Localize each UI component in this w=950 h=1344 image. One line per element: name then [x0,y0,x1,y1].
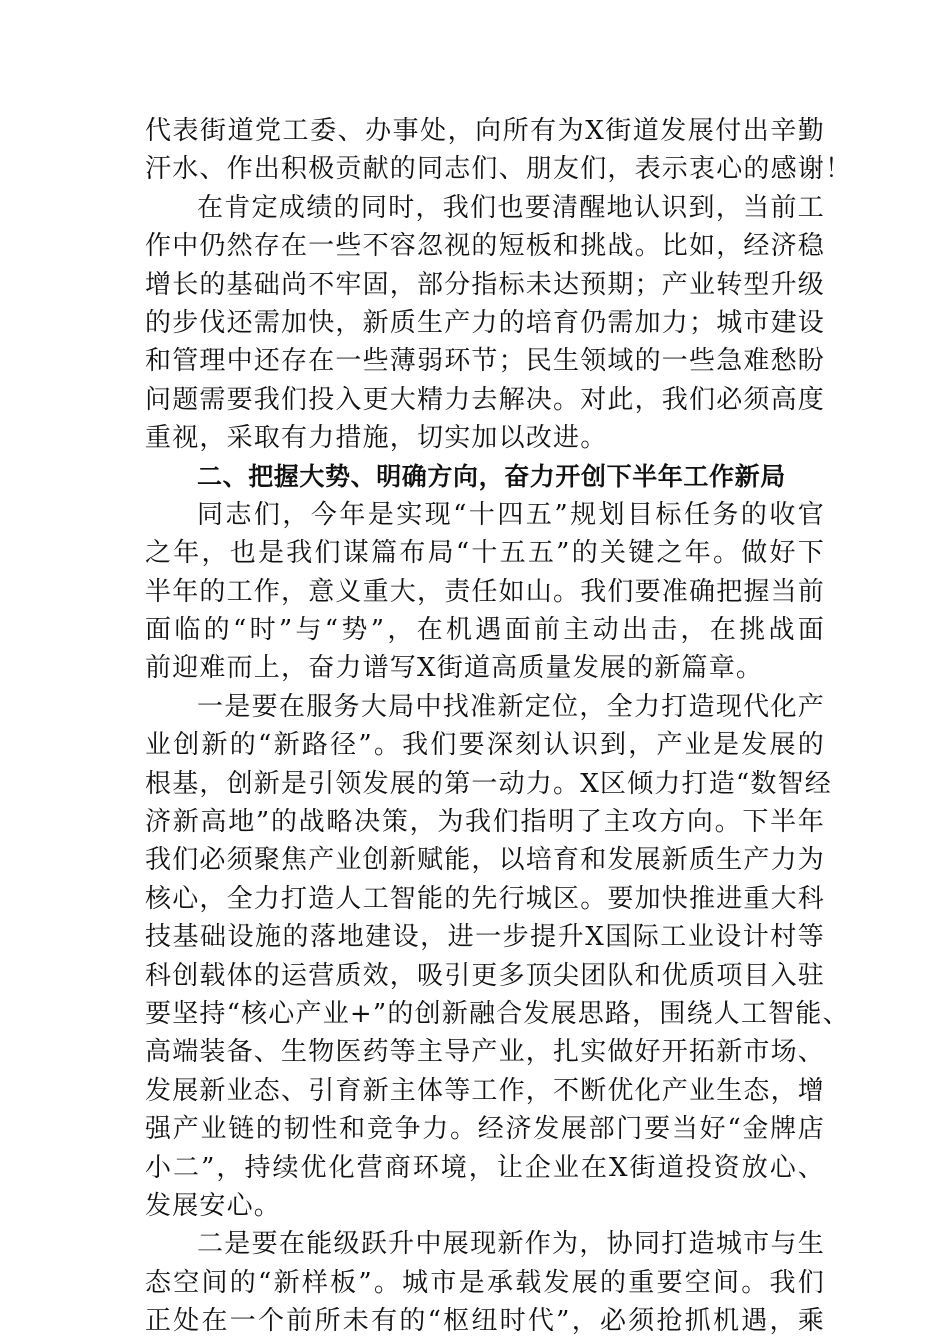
text-line: 二是要在能级跃升中展现新作为，协同打造城市与生 [197,1229,825,1260]
text-line: 态空间的“新样板”。城市是承载发展的重要空间。我们 [145,1267,825,1298]
text-line: 一是要在服务大局中找准新定位，全力打造现代化产 [197,691,825,722]
text-line: 强产业链的韧性和竞争力。经济发展部门要当好“金牌店 [145,1114,825,1145]
text-line: 同志们，今年是实现“十四五”规划目标任务的收官 [197,499,825,530]
text-line: 业创新的“新路径”。我们要深刻认识到，产业是发展的 [145,730,825,761]
text-line: 作中仍然存在一些不容忽视的短板和挑战。比如，经济稳 [145,231,826,262]
text-line: 发展安心。 [145,1190,282,1221]
text-line: 重视，采取有力措施，切实加以改进。 [145,423,608,454]
text-line: 代表街道党工委、办事处，向所有为X街道发展付出辛勤 [145,116,825,146]
text-line: 问题需要我们投入更大精力去解决。对此，我们必须高度 [145,384,826,415]
text-line: 济新高地”的战略决策，为我们指明了主攻方向。下半年 [145,807,825,838]
text-line: 汗水、作出积极贡献的同志们、朋友们，表示衷心的感谢！ [145,154,853,185]
text-line: 在肯定成绩的同时，我们也要清醒地认识到，当前工 [197,192,825,223]
text-line: 的步伐还需加快，新质生产力的培育仍需加力；城市建设 [145,307,826,338]
text-line: 前迎难而上，奋力谱写X街道高质量发展的新篇章。 [145,653,764,684]
text-line: 要坚持“核心产业+”的创新融合发展思路，围绕人工智能、 [145,998,850,1029]
text-line: 根基，创新是引领发展的第一动力。X区倾力打造“数智经 [145,768,833,799]
text-line: 和管理中还存在一些薄弱环节；民生领域的一些急难愁盼 [145,346,826,377]
text-line: 之年，也是我们谋篇布局“十五五”的关键之年。做好下 [145,538,825,569]
text-line: 增长的基础尚不牢固，部分指标未达预期；产业转型升级 [145,269,826,300]
text-line: 高端装备、生物医药等主导产业，扎实做好开拓新市场、 [145,1037,826,1068]
document-page [145,112,853,1341]
text-line: 我们必须聚焦产业创新赋能，以培育和发展新质生产力为 [145,845,826,876]
text-line: 面临的“时”与“势”，在机遇面前主动出击，在挑战面 [145,615,825,646]
text-line: 科创载体的运营质效，吸引更多顶尖团队和优质项目入驻 [145,960,826,991]
text-line: 发展新业态、引育新主体等工作，不断优化产业生态，增 [145,1075,826,1106]
text-line: 技基础设施的落地建设，进一步提升X国际工业设计村等 [145,922,825,953]
text-line: 半年的工作，意义重大，责任如山。我们要准确把握当前 [145,576,826,607]
text-line: 正处在一个前所未有的“枢纽时代”，必须抢抓机遇，乘 [145,1306,825,1337]
section-heading: 二、把握大势、明确方向，奋力开创下半年工作新局 [197,461,786,491]
text-line: 核心，全力打造人工智能的先行城区。要加快推进重大科 [145,883,826,914]
text-line: 小二”，持续优化营商环境，让企业在X街道投资放心、 [145,1152,825,1183]
